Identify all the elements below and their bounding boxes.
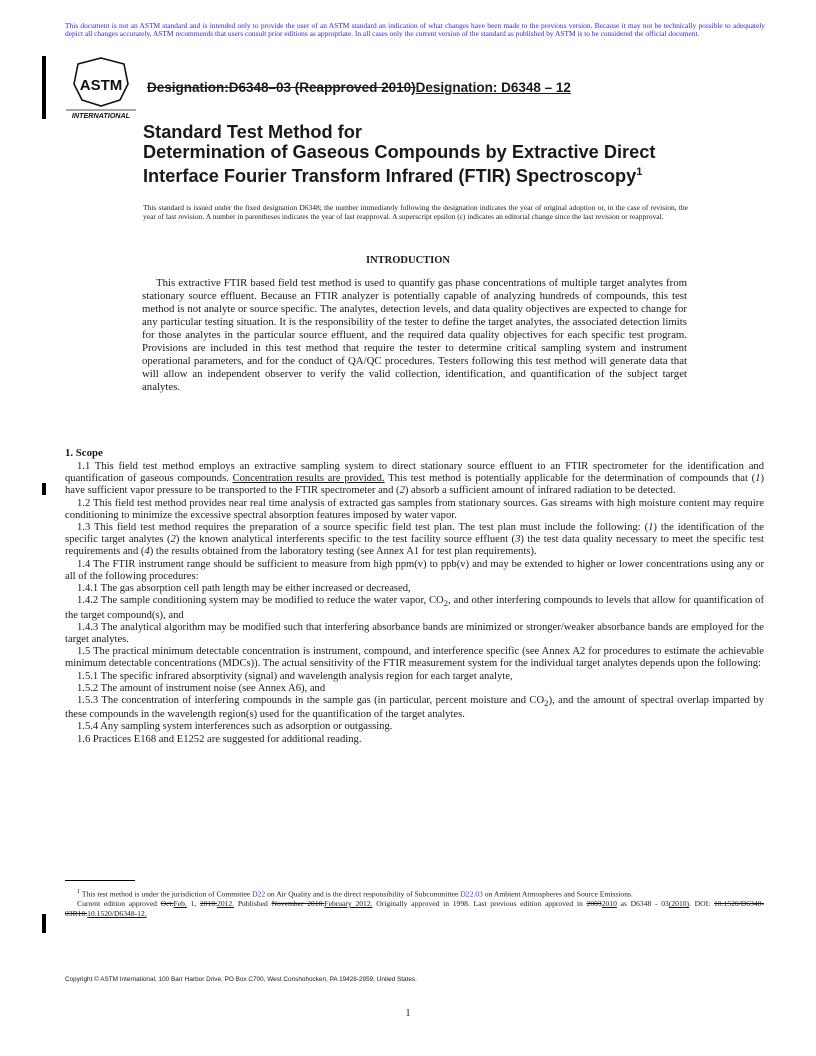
scope-paragraph-1-4-3: 1.4.3 The analytical algorithm may be modified such that interfering absorbance bands are minimized or stronger/weaker absorbance bands are employed for the target analytes. xyxy=(65,621,764,645)
designation-old: Designation:D6348–03 (Reapproved 2010) xyxy=(147,80,416,95)
change-bar xyxy=(42,56,46,119)
change-bar xyxy=(42,483,46,495)
revision-notice: This document is not an ASTM standard and is intended only to provide the user of an ASTM standard an indication of what changes have been made to the previous version. Because it may not be technically possible to adequately depict all changes accurately, ASTM recommends that users consult prior editions as appropriate. In all cases only the current version of the standard as published by ASTM is to be considered the official document. xyxy=(65,21,765,38)
scope-paragraph-1-4: 1.4 The FTIR instrument range should be sufficient to measure from high ppm(v) to ppb(v) and may be extended to higher or lower concentrations using any or all of the following procedures: xyxy=(65,558,764,582)
introduction-heading: INTRODUCTION xyxy=(365,255,450,266)
scope-paragraph-1-6: 1.6 Practices E168 and E1252 are suggested for additional reading. xyxy=(77,733,362,745)
footnotes xyxy=(65,887,764,918)
footnote-1-jurisdiction: $^1$ This test method is under the jurisdiction of Committee D22 on Air Quality and is the direct responsibility of Subcommittee D22.03 on Ambient Atmospheres and Source Emissions. xyxy=(77,888,633,899)
footnote-1-edition: Current edition approved Oct.Feb. 1, 2010.2012. Published November 2010.February 2012. Originally approved in 1998. Last previous edition approved in 20032010 as D6348 - 03(2010). DOI: 10.1520/D6348-03R10.10.1520/D6348-12. xyxy=(65,899,764,918)
astm-logo-subtitle: INTERNATIONAL xyxy=(71,111,131,120)
scope-paragraph-1-5-2: 1.5.2 The amount of instrument noise (see Annex A6), and xyxy=(77,682,326,694)
designation xyxy=(147,80,571,95)
committee-link[interactable]: D22 xyxy=(252,889,266,899)
document-title xyxy=(143,122,655,186)
scope-paragraph-1-5-3: 1.5.3 The concentration of interfering compounds in the sample gas (in particular, percent moisture and $CO_2$), and the amount of spectral overlap imparted by these compounds in the wavelength region(s) used for the quantification of the target analytes. xyxy=(65,694,764,721)
designation-new: Designation: D6348 – 12 xyxy=(415,80,571,95)
scope-paragraph-1-2: 1.2 This field test method provides near real time analysis of extracted gas samples from stationary sources. Gas streams with high moisture content may require conditioning to minimize the excessive spectral absorption features imposed by water vapor. xyxy=(65,497,764,521)
scope-paragraph-1-5-4: 1.5.4 Any sampling system interferences such as adsorption or outgassing. xyxy=(77,721,393,733)
title-footnote-mark: 1 xyxy=(636,166,643,178)
page-number: 1 xyxy=(405,1008,411,1019)
footnote-rule xyxy=(65,880,135,881)
scope-paragraph-1-4-2: 1.4.2 The sample conditioning system may be modified to reduce the water vapor, $CO_2$, and other interfering compounds to levels that allow for quantification of the target compound(s), and xyxy=(65,595,764,621)
scope-paragraph-1-3: 1.3 This field test method requires the preparation of a source specific field test plan. The test plan must include the following: (1) the identification of the specific target analytes (2) the known analytical interferents specific to the test facility source effluent (3) the test data quality necessary to meet the specific test requirements and (4) the results obtained from the laboratory testing (see Annex A1 for test plan requirements). xyxy=(65,522,765,558)
copyright-line: Copyright © ASTM International, 100 Barr Harbor Drive, PO Box C700, West Conshohocken, PA 19428-2959, United States. xyxy=(65,976,417,983)
title-line-3: Interface Fourier Transform Infrared (FTIR) Spectroscopy xyxy=(143,166,637,186)
scope-paragraph-1-5: 1.5 The practical minimum detectable concentration is instrument, compound, and interference specific (see Annex A2 for procedures to estimate the achievable minimum detectable concentrations (MDCs)). The actual sensitivity of the FTIR measurement system for the individual target analytes depends upon the following: xyxy=(65,646,764,670)
introduction-text: This extractive FTIR based field test method is used to quantify gas phase concentrations of multiple target analytes from stationary source effluent. Because an FTIR analyzer is potentially capable of analyzing hundreds of compounds, this test method is not analyte or source specific. The analytes, detection levels, and data quality objectives are expected to change for any particular testing situation. It is the responsibility of the tester to define the target analytes, the associated detection limits for those analytes in the particular source effluent, and the required data quality objectives for each specific test program. Provisions are included in this test method that require the tester to determine critical sampling system and instrument operational parameters, and for the conduct of QA/QC procedures. Testers following this test method will generate data that will allow an independent observer to verify the valid collection, identification, and quantification of the subject target analytes. xyxy=(142,277,687,393)
astm-logo-text: ASTM xyxy=(79,77,123,94)
issued-note: This standard is issued under the fixed designation D6348; the number immediately following the designation indicates the year of original adoption or, in the case of revision, the year of last revision. A number in parentheses indicates the year of last reapproval. A superscript epsilon (ε) indicates an editorial change since the last revision or reapproval. xyxy=(143,203,688,221)
astm-logo xyxy=(64,54,138,120)
scope-section xyxy=(65,461,764,746)
scope-paragraph-1-4-1: 1.4.1 The gas absorption cell path length may be either increased or decreased, xyxy=(77,583,411,595)
scope-paragraph-1-1: 1.1 This field test method employs an extractive sampling system to direct stationary source effluent to an FTIR spectrometer for the identification and quantification of gaseous compounds. Concentration results are provided. This test method is potentially applicable for the determination of compounds that (1) have sufficient vapor pressure to be transported to the FTIR spectrometer and (2) absorb a sufficient amount of infrared radiation to be detected. xyxy=(65,461,764,497)
title-line-2: Determination of Gaseous Compounds by Extractive Direct xyxy=(143,142,656,162)
scope-heading: 1. Scope xyxy=(65,447,103,459)
scope-paragraph-1-5-1: 1.5.1 The specific infrared absorptivity (signal) and wavelength analysis region for each target analyte, xyxy=(77,670,513,682)
change-bar xyxy=(42,914,46,933)
subcommittee-link[interactable]: D22.03 xyxy=(460,889,483,899)
title-line-1: Standard Test Method for xyxy=(143,122,362,142)
